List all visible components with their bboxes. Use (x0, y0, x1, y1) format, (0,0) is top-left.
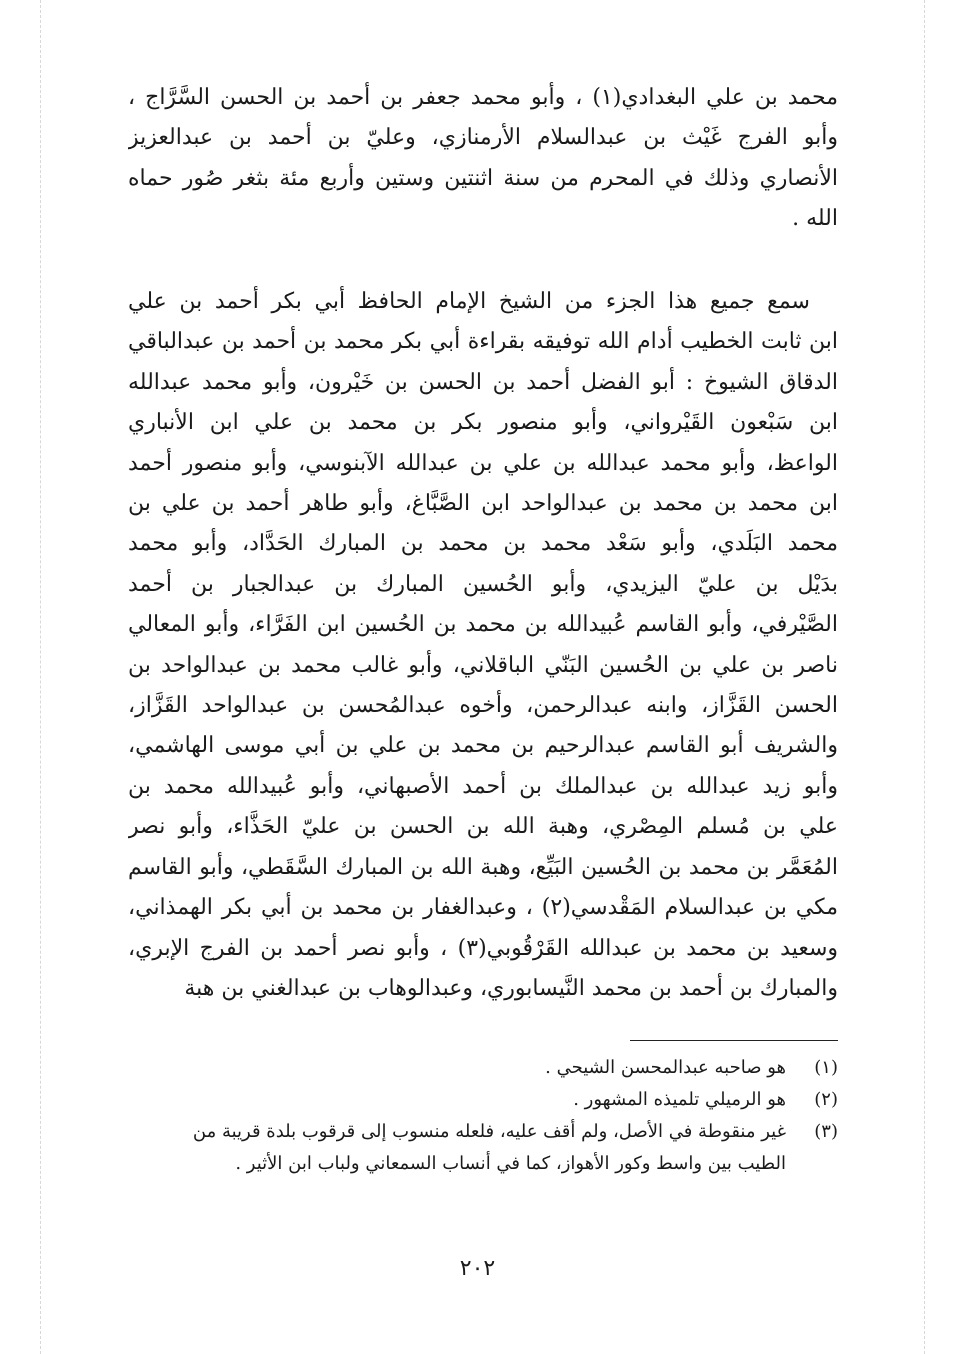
text-line: الحسن القَزَّاز، وابنه عبدالرحمن، وأخوه عبدالمُحسن بن عبدالواحد القَزَّاز، (128, 693, 838, 719)
footnote (128, 1084, 838, 1116)
footnotes (128, 1052, 838, 1180)
text-line: محمد البَلَدي، وأبو سَعْد محمد بن محمد بن المبارك الحَدَّاد، وأبو محمد (128, 531, 838, 557)
text-line: بدَيْل بن عليّ اليزيدي، وأبو الحُسين المبارك بن عبدالجبار بن أحمد (128, 571, 838, 597)
text-line: ابن سَبْعون القَيْرواني، وأبو منصور بكر بن محمد بن علي ابن الأنباري (128, 410, 838, 436)
footnote-line: هو الرميلي تلميذه المشهور . (573, 1089, 786, 1110)
text-line: المُعَمَّر بن محمد بن الحُسين البَيِّع، وهبة الله بن المبارك السَّقَطي، وأبو القاسم (128, 854, 838, 880)
text-line: الله . (792, 206, 838, 232)
footnote-number: (٣) (814, 1121, 838, 1142)
footnote-line: الطيب بين واسط وكور الأهواز، كما في أنساب السمعاني ولباب ابن الأثير . (235, 1153, 786, 1174)
text-line: الدقاق الشيوخ : أبو الفضل أحمد بن الحسن بن خَيْرون، وأبو محمد عبدالله (128, 369, 838, 395)
text-line: والمبارك بن أحمد بن محمد النَّيسابوري، وعبدالوهاب بن عبدالغني بن هبة (184, 975, 838, 1001)
text-line: علي بن مُسلم المِصْري، وهبة الله بن الحسن بن عليّ الحَذَّاء، وأبو نصر (128, 814, 838, 840)
footnote (128, 1116, 838, 1180)
page-number: ٢٠٢ (459, 1256, 496, 1281)
footnote-divider (630, 1040, 838, 1041)
text-line: محمد بن علي البغدادي(١) ، وأبو محمد جعفر بن أحمد بن الحسن السَّرَّاج ، (128, 85, 838, 110)
text-line: الأنصاري وذلك في المحرم من سنة اثنتين وستين وأربع مئة بثغر صُور حماه (128, 165, 838, 191)
text-line: ناصر بن علي بن الحُسين البَنّي الباقلاني، وأبو غالب محمد بن عبدالواحد بن (128, 652, 838, 678)
text-line: وسعيد بن محمد بن عبدالله القَرْقُوبي(٣) ، وأبو نصر أحمد بن الفرج الإبري، (128, 935, 838, 961)
text-line: ابن محمد بن محمد بن عبدالواحد ابن الصَّبَّاغ، وأبو طاهر أحمد بن علي بن (128, 491, 838, 517)
paragraph-1 (128, 78, 838, 240)
text-line: وأبو زيد عبدالله بن عبدالملك بن أحمد الأصبهاني، وأبو عُبيدالله محمد بن (128, 773, 838, 799)
scan-margin-line (40, 0, 41, 1354)
footnote-line: هو صاحبه عبدالمحسن الشيحي . (545, 1057, 786, 1078)
text-line: الواعظ، وأبو محمد عبدالله بن علي بن عبدالله الآبنوسي، وأبو منصور أحمد (128, 450, 838, 476)
footnote-text (128, 1084, 786, 1116)
paragraph-2 (128, 282, 838, 1009)
footnote-number: (٢) (814, 1089, 838, 1110)
footnote-text (128, 1116, 786, 1180)
text-line: وأبو الفرج غَيْث بن عبدالسلام الأرمنازي، وعليّ بن أحمد بن عبدالعزيز (128, 125, 838, 151)
footnote-line: غير منقوطة في الأصل، ولم أقف عليه، فلعله منسوب إلى قرقوب بلدة قريبة من (192, 1121, 786, 1142)
text-line: سمع جميع هذا الجزء من الشيخ الإمام الحافظ أبي بكر أحمد بن علي (128, 289, 810, 314)
text-line: ابن ثابت الخطيب أدام الله توفيقه بقراءة أبي بكر محمد بن أحمد بن عبدالباقي (128, 329, 838, 355)
text-line: والشريف أبو القاسم عبدالرحيم بن محمد بن علي بن أبي موسى الهاشمي، (128, 733, 838, 759)
text-line: الصَّيْرفي، وأبو القاسم عُبيدالله بن محمد بن الحُسين ابن الفَرَّاء، وأبو المعالي (128, 612, 838, 638)
footnote-text (128, 1052, 786, 1084)
footnote (128, 1052, 838, 1084)
scan-margin-line (924, 0, 925, 1354)
footnote-number: (١) (814, 1057, 838, 1078)
text-line: مكي بن عبدالسلام المَقْدسي(٢) ، وعبدالغفار بن محمد بن أبي بكر الهمذاني، (128, 895, 838, 921)
